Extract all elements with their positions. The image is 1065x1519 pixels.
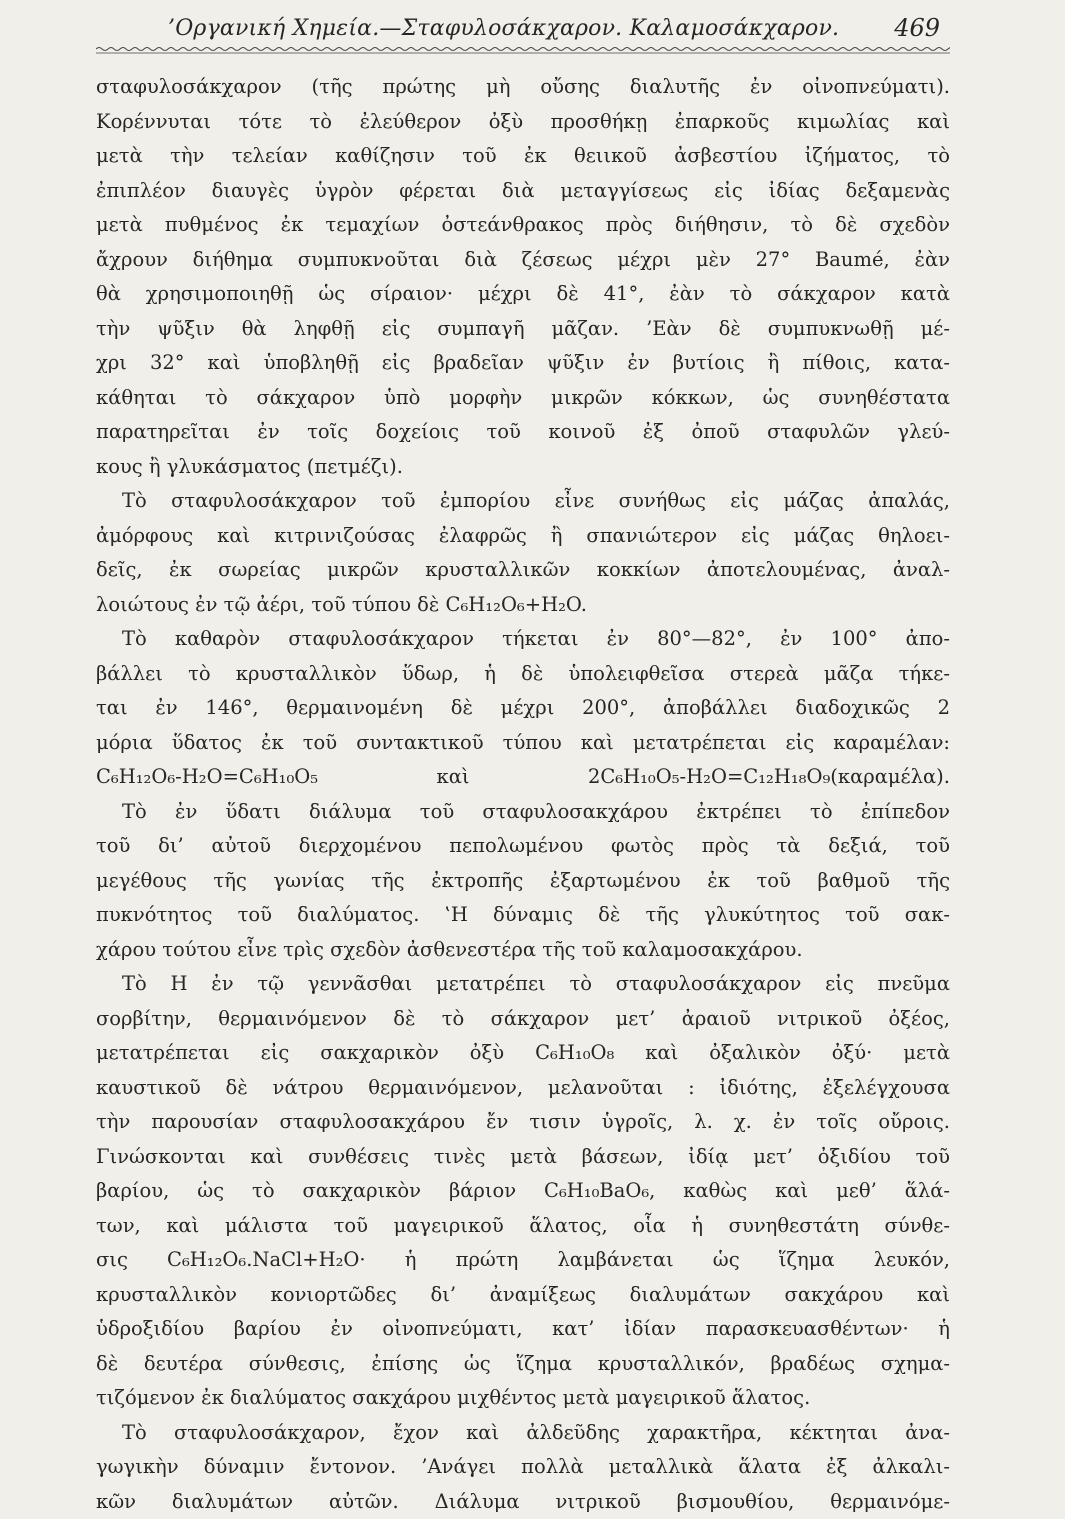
text-line: χρι 32° καὶ ὑποβληθῇ εἰς βραδεῖαν ψῦξιν ἐν βυτίοις ἢ πίθοις, κατα- — [96, 346, 950, 381]
body-text — [96, 70, 950, 1519]
text-line: σορβίτην, θερμαινόμενον δὲ τὸ σάκχαρον μετ’ ἀραιοῦ νιτρικοῦ ὀξέος, — [96, 1002, 950, 1037]
text-line: Τὸ σταφυλοσάκχαρον, ἔχον καὶ ἀλδεῦδης χαρακτῆρα, κέκτηται ἀνα- — [96, 1416, 950, 1451]
text-line: μετὰ τὴν τελείαν καθίζησιν τοῦ ἐκ θειικοῦ ἀσβεστίου ἰζήματος, τὸ — [96, 139, 950, 174]
text-line: ἀμόρφους καὶ κιτρινιζούσας ἐλαφρῶς ἢ σπανιώτερον εἰς μάζας θηλοει- — [96, 519, 950, 554]
page-header — [96, 12, 950, 46]
text-line: κάθηται τὸ σάκχαρον ὑπὸ μορφὴν μικρῶν κόκκων, ὡς συνηθέστατα — [96, 381, 950, 416]
text-line: ται ἐν 146°, θερμαινομένη δὲ μέχρι 200°, ἀποβάλλει διαδοχικῶς 2 — [96, 691, 950, 726]
running-title: ’Οργανική Χημεία.—Σταφυλοσάκχαρον. Καλαμοσάκχαρον. — [168, 16, 839, 41]
text-line: βαρίου, ὡς τὸ σακχαρικὸν βάριον C₆H₁₀BaO₆, καθὼς καὶ μεθ’ ἅλά- — [96, 1174, 950, 1209]
text-line: κους ἢ γλυκάσματος (πετμέζι). — [96, 450, 950, 485]
text-line: μεγέθους τῆς γωνίας τῆς ἐκτροπῆς ἐξαρτωμένου ἐκ τοῦ βαθμοῦ τῆς — [96, 864, 950, 899]
text-line: μόρια ὕδατος ἐκ τοῦ συντακτικοῦ τύπου καὶ μετατρέπεται εἰς καραμέλαν: — [96, 726, 950, 761]
text-line: τὴν παρουσίαν σταφυλοσακχάρου ἔν τισιν ὑγροῖς, λ. χ. ἐν τοῖς οὔροις. — [96, 1105, 950, 1140]
text-line: χάρου τούτου εἶνε τρὶς σχεδὸν ἀσθενεστέρα τῆς τοῦ καλαμοσακχάρου. — [96, 933, 950, 968]
text-line: κῶν διαλυμάτων αὐτῶν. Διάλυμα νιτρικοῦ βισμουθίου, θερμαινόμε- — [96, 1485, 950, 1519]
text-line: τιζόμενον ἐκ διαλύματος σακχάρου μιχθέντος μετὰ μαγειρικοῦ ἅλατος. — [96, 1381, 950, 1416]
text-line: Τὸ ἐν ὕδατι διάλυμα τοῦ σταφυλοσακχάρου ἐκτρέπει τὸ ἐπίπεδον — [96, 795, 950, 830]
text-line: θὰ χρησιμοποιηθῇ ὡς σίραιον· μέχρι δὲ 41°, ἐὰν τὸ σάκχαρον κατὰ — [96, 277, 950, 312]
text-line: γωγικὴν δύναμιν ἔντονον. ’Ανάγει πολλὰ μεταλλικὰ ἅλατα ἐξ ἀλκαλι- — [96, 1450, 950, 1485]
text-line: καυστικοῦ δὲ νάτρου θερμαινόμενον, μελανοῦται : ἰδιότης, ἐξελέγχουσα — [96, 1071, 950, 1106]
text-line: Τὸ καθαρὸν σταφυλοσάκχαρον τήκεται ἐν 80°—82°, ἐν 100° ἀπο- — [96, 622, 950, 657]
text-line: μετατρέπεται εἰς σακχαρικὸν ὀξὺ C₆H₁₀O₈ καὶ ὀξαλικὸν ὀξύ· μετὰ — [96, 1036, 950, 1071]
text-line: ὑδροξιδίου βαρίου ἐν οἰνοπνεύματι, κατ’ ἰδίαν παρασκευασθέντων· ἡ — [96, 1312, 950, 1347]
text-line: πυκνότητος τοῦ διαλύματος. ‛Η δύναμις δὲ τῆς γλυκύτητος τοῦ σακ- — [96, 898, 950, 933]
text-line: ἄχρουν διήθημα συμπυκνοῦται διὰ ζέσεως μέχρι μὲν 27° Baumé, ἐὰν — [96, 243, 950, 278]
text-line: δεῖς, ἐκ σωρείας μικρῶν κρυσταλλικῶν κοκκίων ἀποτελουμένας, ἀναλ- — [96, 553, 950, 588]
text-line: τὴν ψῦξιν θὰ ληφθῇ εἰς συμπαγῆ μᾶζαν. ’Εὰν δὲ συμπυκνωθῇ μέ- — [96, 312, 950, 347]
header-rule — [96, 46, 950, 54]
text-line: C₆H₁₂O₆-H₂O=C₆H₁₀O₅ καὶ 2C₆H₁₀O₅-H₂O=C₁₂H₁₈O₉(καραμέλα). — [96, 760, 950, 795]
text-line: Κορέννυται τότε τὸ ἐλεύθερον ὀξὺ προσθήκῃ ἐπαρκοῦς κιμωλίας καὶ — [96, 105, 950, 140]
text-line: λοιώτους ἐν τῷ ἀέρι, τοῦ τύπου δὲ C₆H₁₂O₆+H₂O. — [96, 588, 950, 623]
page-number: 469 — [894, 14, 940, 42]
text-line: των, καὶ μάλιστα τοῦ μαγειρικοῦ ἅλατος, οἷα ἡ συνηθεστάτη σύνθε- — [96, 1209, 950, 1244]
text-line: τοῦ δι’ αὐτοῦ διερχομένου πεπολωμένου φωτὸς πρὸς τὰ δεξιά, τοῦ — [96, 829, 950, 864]
text-line: Τὸ H ἐν τῷ γεννᾶσθαι μετατρέπει τὸ σταφυλοσάκχαρον εἰς πνεῦμα — [96, 967, 950, 1002]
text-line: παρατηρεῖται ἐν τοῖς δοχείοις τοῦ κοινοῦ ἐξ ὀποῦ σταφυλῶν γλεύ- — [96, 415, 950, 450]
text-line: Γινώσκονται καὶ συνθέσεις τινὲς μετὰ βάσεων, ἰδίᾳ μετ’ ὀξιδίου τοῦ — [96, 1140, 950, 1175]
text-line: βάλλει τὸ κρυσταλλικὸν ὕδωρ, ἡ δὲ ὑπολειφθεῖσα στερεὰ μᾶζα τήκε- — [96, 657, 950, 692]
text-line: σις C₆H₁₂O₆.NaCl+H₂O· ἡ πρώτη λαμβάνεται ὡς ἵζημα λευκόν, — [96, 1243, 950, 1278]
text-line: ἐπιπλέον διαυγὲς ὑγρὸν φέρεται διὰ μεταγγίσεως εἰς ἰδίας δεξαμενὰς — [96, 174, 950, 209]
text-line: Τὸ σταφυλοσάκχαρον τοῦ ἐμπορίου εἶνε συνήθως εἰς μάζας ἀπαλάς, — [96, 484, 950, 519]
text-line: σταφυλοσάκχαρον (τῆς πρώτης μὴ οὔσης διαλυτῆς ἐν οἰνοπνεύματι). — [96, 70, 950, 105]
text-line: κρυσταλλικὸν κονιορτῶδες δι’ ἀναμίξεως διαλυμάτων σακχάρου καὶ — [96, 1278, 950, 1313]
text-line: μετὰ πυθμένος ἐκ τεμαχίων ὀστεάνθρακος πρὸς διήθησιν, τὸ δὲ σχεδὸν — [96, 208, 950, 243]
text-line: δὲ δευτέρα σύνθεσις, ἐπίσης ὡς ἵζημα κρυσταλλικόν, βραδέως σχημα- — [96, 1347, 950, 1382]
